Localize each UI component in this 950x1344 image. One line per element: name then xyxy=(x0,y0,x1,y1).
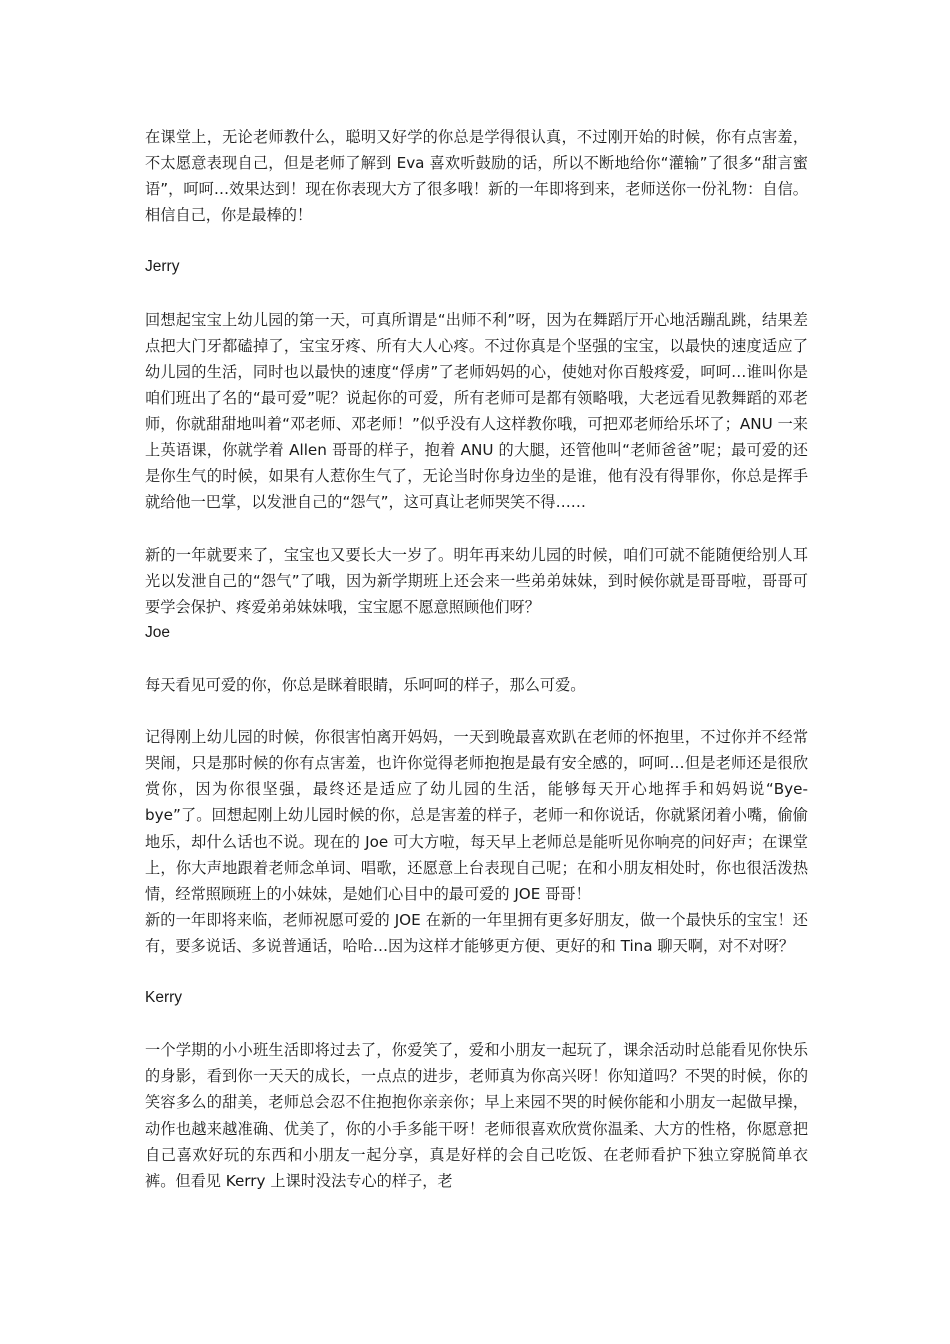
child-name-joe: Joe xyxy=(145,623,170,641)
spacer xyxy=(145,228,808,254)
child-name-jerry: Jerry xyxy=(145,258,180,276)
spacer xyxy=(145,959,808,985)
spacer xyxy=(145,515,808,541)
child-name-kerry: Kerry xyxy=(145,989,183,1007)
spacer xyxy=(145,1011,808,1037)
paragraph-eva: 在课堂上，无论老师教什么，聪明又好学的你总是学得很认真，不过刚开始的时候，你有点害羞，不太愿意表现自己，但是老师了解到 Eva 喜欢听鼓励的话，所以不断地给你“灌输”了很多“甜言蜜语”，呵呵…效果达到！现在你表现大方了很多哦！新的一年即将到来，老师送你一份礼物：自信。相信自己，你是最棒的！ xyxy=(145,128,808,225)
spacer xyxy=(145,646,808,672)
paragraph-joe-2: 记得刚上幼儿园的时候，你很害怕离开妈妈，一天到晚最喜欢趴在老师的怀抱里，不过你并不经常哭闹，只是那时候的你有点害羞，也许你觉得老师抱抱是最有安全感的，呵呵…但是老师还是很欣赏你，因为你很坚强，最终还是适应了幼儿园的生活，能够每天开心地挥手和妈妈说“Bye-bye”了。回想起刚上幼儿园时候的你，总是害羞的样子，老师一和你说话，你就紧闭着小嘴，偷偷地乐，却什么话也不说。现在的 Joe 可大方啦，每天早上老师总是能听见你响亮的问好声；在课堂上，你大声地跟着老师念单词、唱歌，还愿意上台表现自己呢；在和小朋友相处时，你也很活泼热情，经常照顾班上的小妹妹，是她们心目中的最可爱的 JOE 哥哥！ xyxy=(145,728,808,903)
spacer xyxy=(145,698,808,724)
paragraph-joe-1: 每天看见可爱的你，你总是眯着眼睛，乐呵呵的样子，那么可爱。 xyxy=(145,675,586,694)
paragraph-kerry-1: 一个学期的小小班生活即将过去了，你爱笑了，爱和小朋友一起玩了，课余活动时总能看见你快乐的身影，看到你一天天的成长，一点点的进步，老师真为你高兴呀！你知道吗？不哭的时候，你的笑容多么的甜美，老师总会忍不住抱抱你亲亲你；早上来园不哭的时候你能和小朋友一起做早操，动作也越来越准确、优美了，你的小手多能干呀！老师很喜欢欣赏你温柔、大方的性格，你愿意把自己喜欢好玩的东西和小朋友一起分享，真是好样的会自己吃饭、在老师看护下独立穿脱简单衣裤。但看见 Kerry 上课时没法专心的样子，老 xyxy=(145,1041,808,1190)
paragraph-jerry-2: 新的一年就要来了，宝宝也又要长大一岁了。明年再来幼儿园的时候，咱们可就不能随便给别人耳光以发泄自己的“怨气”了哦，因为新学期班上还会来一些弟弟妹妹，到时候你就是哥哥啦，哥哥可要学会保护、疼爱弟弟妹妹哦，宝宝愿不愿意照顾他们呀？ xyxy=(145,545,808,616)
paragraph-jerry-1: 回想起宝宝上幼儿园的第一天，可真所谓是“出师不利”呀，因为在舞蹈厅开心地活蹦乱跳，结果差点把大门牙都磕掉了，宝宝牙疼、所有大人心疼。不过你真是个坚强的宝宝，以最快的速度适应了幼儿园的生活，同时也以最快的速度“俘虏”了老师妈妈的心，使她对你百般疼爱，呵呵…谁叫你是咱们班出了名的“最可爱”呢？说起你的可爱，所有老师可是都有领略哦，大老远看见教舞蹈的邓老师，你就甜甜地叫着“邓老师、邓老师！”似乎没有人这样教你哦，可把邓老师给乐坏了；ANU 一来上英语课，你就学着 Allen 哥哥的样子，抱着 ANU 的大腿，还管他叫“老师爸爸”呢；最可爱的还是你生气的时候，如果有人惹你生气了，无论当时你身边坐的是谁，他有没有得罪你，你总是挥手就给他一巴掌，以发泄自己的“怨气”，这可真让老师哭笑不得…… xyxy=(145,310,808,512)
document-page xyxy=(145,124,808,1194)
paragraph-joe-3: 新的一年即将来临，老师祝愿可爱的 JOE 在新的一年里拥有更多好朋友，做一个最快乐的宝宝！还有，要多说话、多说普通话，哈哈…因为这样才能够更方便、更好的和 Tina 聊天啊，对不对呀？ xyxy=(145,910,808,955)
spacer xyxy=(145,281,808,307)
